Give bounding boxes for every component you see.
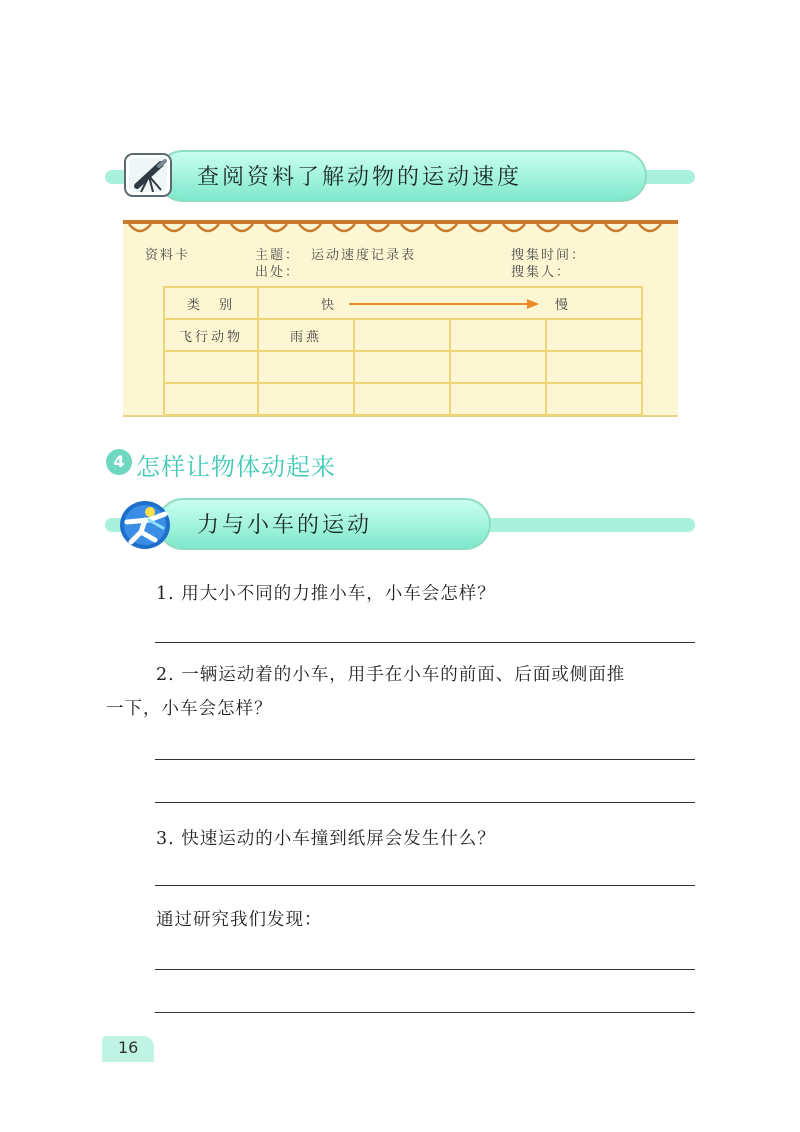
table-cell (450, 383, 546, 415)
collection-time-label: 搜集时间： (511, 248, 587, 263)
table-cell (164, 383, 258, 415)
table-cell (450, 351, 546, 383)
telescope-icon (123, 152, 173, 196)
table-cell: 雨燕 (258, 319, 354, 351)
table-cell (450, 319, 546, 351)
table-cell (258, 351, 354, 383)
table-row (164, 319, 642, 351)
table-cell (546, 383, 642, 415)
speed-header (258, 287, 642, 319)
activity-person-icon (119, 498, 169, 542)
speed-record-table (163, 286, 643, 416)
answer-line (155, 802, 695, 803)
topic-label: 主题： (255, 248, 301, 263)
slow-label: 慢 (555, 298, 572, 313)
answer-line (155, 1012, 695, 1013)
table-row (164, 351, 642, 383)
section-number-badge: 4 (106, 449, 132, 475)
card-scallop-border (123, 220, 678, 236)
question-2-line-2: 一下，小车会怎样？ (106, 699, 273, 719)
table-cell (258, 383, 354, 415)
source-label: 出处： (255, 265, 301, 280)
arrow-icon (349, 297, 539, 311)
table-cell (354, 319, 450, 351)
banner-title: 力与小车的运动 (197, 513, 373, 538)
collector-label: 搜集人： (511, 265, 572, 280)
table-header-row (164, 287, 642, 319)
table-cell (546, 319, 642, 351)
question-3: 3. 快速运动的小车撞到纸屏会发生什么？ (156, 829, 496, 849)
table-cell (164, 351, 258, 383)
category-header: 类 别 (164, 287, 258, 319)
table-cell (354, 351, 450, 383)
answer-line (155, 759, 695, 760)
table-cell: 飞行动物 (164, 319, 258, 351)
section-banner-activity (105, 498, 695, 558)
answer-line (155, 642, 695, 643)
table-row (164, 383, 642, 415)
banner-title: 查阅资料了解动物的运动速度 (197, 165, 523, 190)
table-cell (354, 383, 450, 415)
answer-line (155, 885, 695, 886)
answer-line (155, 969, 695, 970)
resource-card (123, 222, 678, 417)
section-title: 怎样让物体动起来 (136, 453, 336, 481)
card-label: 资料卡 (145, 248, 191, 263)
fast-label: 快 (321, 298, 338, 313)
table-cell (546, 351, 642, 383)
section-banner-research (105, 150, 695, 210)
page-number: 16 (118, 1038, 139, 1057)
finding-prompt: 通过研究我们发现： (156, 910, 323, 930)
question-1: 1. 用大小不同的力推小车，小车会怎样？ (156, 584, 496, 604)
question-2-line-1: 2. 一辆运动着的小车，用手在小车的前面、后面或侧面推 (156, 665, 626, 685)
topic-value: 运动速度记录表 (311, 248, 417, 263)
